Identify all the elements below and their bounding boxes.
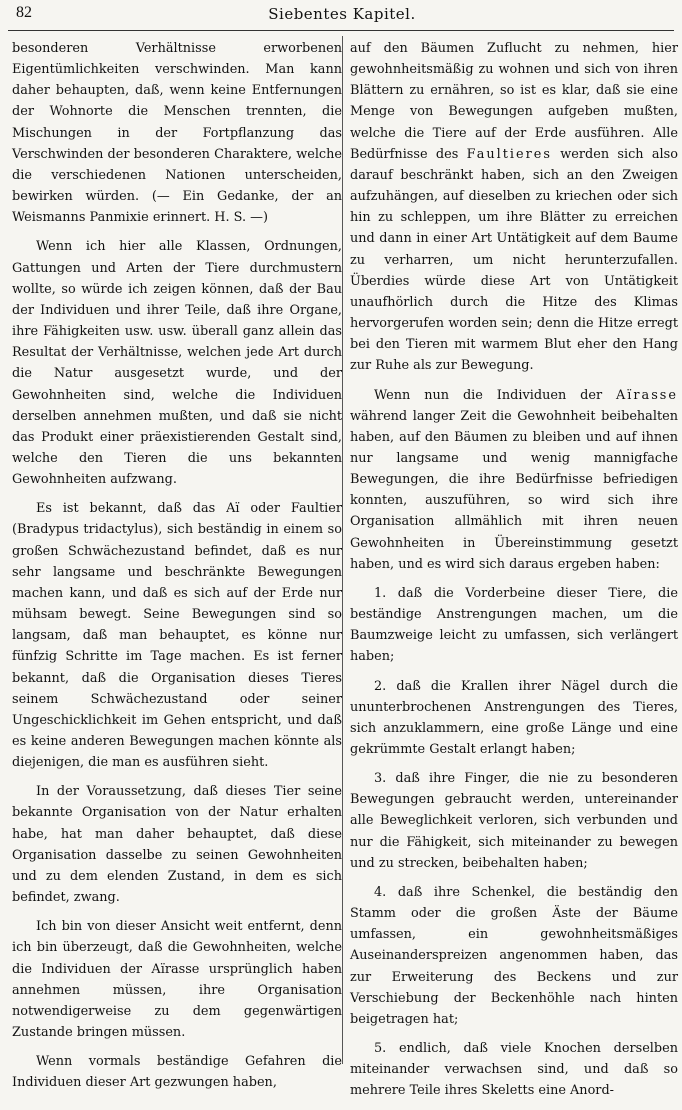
- paragraph: Es ist bekannt, daß das Aï oder Faultier (Bradypus tridactylus), sich beständig in einem so großen Schwächezustand befindet, daß es nur sehr langsame und beschränkte Bewegungen machen kann, und daß es sich auf der Erde nur mühsam bewegt. Seine Bewegungen sind so langsam, daß man behauptet, es könne nur fünfzig Schritte im Tage machen. Es ist ferner bekannt, daß die Organisation dieses Tieres seinem Schwächezustand oder seiner Ungeschicklichkeit im Gehen entspricht, und daß es keine anderen Bewegungen machen könnte als diejenigen, die man es ausführen sieht.: [12, 501, 342, 771]
- list-item: 5. endlich, daß viele Knochen derselben miteinander verwachsen sind, und daß so mehrere Teile ihres Skeletts eine Anord-: [350, 1041, 678, 1099]
- column-divider: [342, 36, 343, 1064]
- running-head: [10, 4, 674, 28]
- text-run: Wenn nun die Individuen der: [374, 387, 603, 403]
- paragraph: Wenn vormals beständige Gefahren die Individuen dieser Art gezwungen haben,: [12, 1054, 342, 1091]
- paragraph: In der Voraussetzung, daß dieses Tier seine bekannte Organisation von der Natur erhalten habe, hat man daher behauptet, daß diese Organisation dasselbe zu seinen Gewohnheiten und zu dem elenden Zustand, in dem es sich befindet, zwang.: [12, 784, 342, 906]
- right-column: [350, 38, 678, 1110]
- emphasized-term: Faultieres: [466, 146, 552, 162]
- chapter-title: Siebentes Kapitel.: [268, 5, 416, 23]
- list-item: 1. daß die Vorderbeine dieser Tiere, die beständige Anstrengungen machen, um die Baumzweige leicht zu umfassen, sich verlängert haben;: [350, 585, 678, 665]
- paragraph: Wenn ich hier alle Klassen, Ordnungen, Gattungen und Arten der Tiere durchmustern wollte, so würde ich zeigen können, daß der Bau der Individuen und ihrer Teile, daß ihre Organe, ihre Fähigkeiten usw. usw. überall ganz allein das Resultat der Verhältnisse, welchen jede Art durch die Natur ausgesetzt wurde, und der Gewohnheiten sind, welche die Individuen derselben annehmen mußten, und daß sie nicht das Produkt einer präexistierenden Gestalt sind, welche den Tieren die uns bekannten Gewohnheiten aufzwang.: [12, 239, 342, 488]
- emphasized-term: Aïrasse: [616, 387, 678, 403]
- list-item: 2. daß die Krallen ihrer Nägel durch die ununterbrochenen Anstrengungen des Tieres, sich anzuklammern, eine große Länge und eine gekrümmte Gestalt erlangt haben;: [350, 678, 678, 757]
- paragraph: Ich bin von dieser Ansicht weit entfernt, denn ich bin überzeugt, daß die Gewohnheiten, welche die Individuen der Aïrasse ursprünglich haben annehmen müssen, ihre Organisation notwendigerweise zu dem gegenwärtigen Zustande bringen müssen.: [12, 919, 342, 1041]
- page-number: 82: [16, 4, 32, 21]
- text-run: während langer Zeit die Gewohnheit beibehalten haben, auf den Bäumen zu bleiben und auf ihnen nur langsame und wenig mannigfache Bewegungen, die ihre Bedürfnisse befriedigen konnten, auszuführen, so wird sich ihre Organisation allmählich mit ihren neuen Gewohnheiten in Übereinstimmung gesetzt haben, und es wird sich daraus ergeben haben:: [350, 408, 678, 572]
- paragraph: [350, 385, 678, 575]
- header-rule: [8, 30, 674, 31]
- paragraph: besonderen Verhältnisse erworbenen Eigentümlichkeiten verschwinden. Man kann daher behaupten, daß, wenn keine Entfernungen der Wohnorte die Menschen trennten, die Mischungen in der Fortpflanzung das Verschwinden der besonderen Charaktere, welche die verschiedenen Nationen unterscheiden, bewirken würden. (— Ein Gedanke, der an Weismanns Panmixie erinnert. H. S. —): [12, 41, 342, 226]
- left-column: [12, 38, 342, 1102]
- text-run: werden sich also darauf beschränkt haben, sich an den Zweigen aufzuhängen, auf dieselben zu kriechen oder sich hin zu schleppen, um ihre Blätter zu erreichen und dann in einer Art Untätigkeit auf dem Baume zu verharren, um nicht herunterzufallen. Überdies würde diese Art von Untätigkeit unaufhörlich durch die Hitze des Klimas hervorgerufen worden sein; denn die Hitze erregt bei den Tieren mit warmem Blut eher den Hang zur Ruhe als zur Bewegung.: [350, 146, 678, 374]
- paragraph: [350, 38, 678, 377]
- list-item: 3. daß ihre Finger, die nie zu besonderen Bewegungen gebraucht werden, untereinander alle Beweglichkeit verloren, sich verbunden und nur die Fähigkeit, sich miteinander zu bewegen und zu strecken, beibehalten haben;: [350, 771, 678, 871]
- text-run: auf den Bäumen Zuflucht zu nehmen, hier gewohnheitsmäßig zu wohnen und sich von ihren Blättern zu ernähren, so ist es klar, daß sie eine Menge von Bewegungen aufgeben mußten, welche die Tiere auf der Erde ausführen. Alle Bedürfnisse des: [350, 41, 678, 162]
- list-item: 4. daß ihre Schenkel, die beständig den Stamm oder die großen Äste der Bäume umfassen, ein gewohnheitsmäßiges Auseinanderspreizen angenommen haben, das zur Erweiterung des Beckens und zur Verschiebung der Beckenhöhle nach hinten beigetragen hat;: [350, 884, 678, 1027]
